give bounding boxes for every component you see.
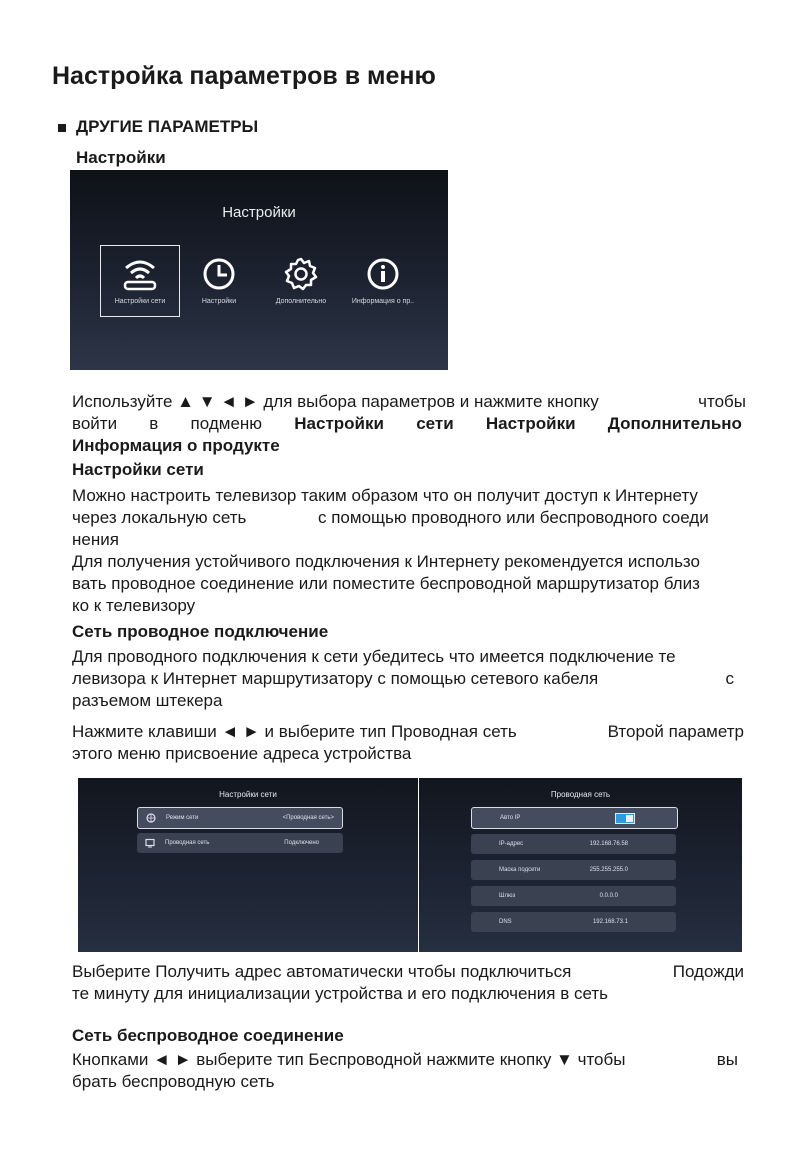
text: с помощью проводного или беспроводного соеди — [318, 508, 709, 527]
gear-icon — [283, 256, 319, 292]
tile-advanced — [262, 246, 340, 316]
row-value: <Проводная сеть> — [282, 815, 334, 821]
text: Кнопками ◄ ► выберите тип Беспроводной нажмите кнопку ▼ чтобы — [72, 1050, 626, 1069]
text: с — [725, 669, 734, 688]
wired-heading: Сеть проводное подключение — [72, 622, 329, 641]
tile-settings — [180, 246, 258, 316]
row-dns — [471, 912, 676, 932]
tile-label: Настройки — [201, 298, 237, 305]
screen-title: Настройки сети — [219, 790, 277, 799]
settings-menu-screenshot — [70, 170, 448, 370]
tile-label: Настройки сети — [114, 298, 166, 305]
tile-network-settings — [100, 245, 180, 317]
globe-icon — [146, 813, 156, 823]
tile-label: Дополнительно — [275, 298, 327, 305]
section-title: ДРУГИЕ ПАРАМЕТРЫ — [76, 117, 259, 136]
network-settings-screenshot — [78, 778, 418, 952]
text: Подожди — [672, 962, 744, 981]
text: Выберите Получить адрес автоматически чтобы подключиться — [72, 962, 572, 981]
p3-line3: разъемом штекера — [72, 691, 223, 710]
info-icon — [365, 256, 401, 292]
row-gateway — [471, 886, 676, 906]
row-value: 192.168.73.1 — [592, 919, 628, 925]
wireless-heading: Сеть беспроводное соединение — [72, 1026, 344, 1045]
screen-title: Проводная сеть — [550, 790, 611, 799]
text: войти — [72, 414, 118, 433]
bullet-square-icon — [58, 124, 66, 132]
p2-line1: Можно настроить телевизор таким образом что он получит доступ к Интернету — [72, 486, 698, 505]
text: сети — [416, 414, 454, 433]
row-label: Режим сети — [166, 815, 199, 821]
text: левизора к Интернет маршрутизатору с помощью сетевого кабеля — [72, 669, 599, 688]
text: через локальную сеть — [72, 508, 247, 527]
row-value: 192.168.76.58 — [589, 841, 628, 847]
p6-line2: брать беспроводную сеть — [72, 1072, 275, 1091]
row-label: IP-адрес — [499, 841, 524, 847]
text: вы — [716, 1050, 738, 1069]
p2-line6: ко к телевизору — [72, 596, 196, 615]
page-heading: Настройка параметров в меню — [52, 62, 436, 90]
row-value: 0.0.0.0 — [599, 893, 618, 899]
row-label: DNS — [499, 919, 512, 925]
text: Используйте ▲ ▼ ◄ ► для выбора параметров и нажмите кнопку — [72, 392, 599, 411]
row-auto-ip — [471, 807, 678, 829]
p3-line1: Для проводного подключения к сети убедитесь что имеется подключение те — [72, 647, 676, 666]
p5-line2: те минуту для инициализации устройства и его подключения в сеть — [72, 984, 609, 1003]
row-subnet-mask — [471, 860, 676, 880]
text: подменю — [190, 414, 263, 433]
text: Настройки — [485, 414, 576, 433]
row-ip-address — [471, 834, 676, 854]
p3-line2 — [72, 668, 734, 690]
p2-line4: Для получения устойчивого подключения к Интернету рекомендуется использо — [72, 552, 700, 571]
row-label: Проводная сеть — [165, 840, 210, 846]
p1-line1 — [72, 391, 746, 413]
monitor-icon — [145, 838, 155, 848]
row-label: Маска подсети — [499, 867, 541, 873]
p2-line2 — [72, 507, 746, 529]
text: Дополнительно — [607, 414, 742, 433]
p1-line3: Информация о продукте — [72, 436, 280, 455]
tile-label: Информация о пр.. — [351, 298, 415, 305]
auto-ip-toggle — [615, 813, 635, 824]
p2-line3: нения — [72, 530, 119, 549]
wifi-router-icon — [120, 256, 160, 292]
p2-line5: вать проводное соединение или поместите беспроводной маршрутизатор близ — [72, 574, 700, 593]
text: Настройки — [294, 414, 384, 433]
p6-line1 — [72, 1049, 738, 1071]
row-value: 255.255.255.0 — [589, 867, 628, 873]
row-value: Подключено — [284, 840, 319, 846]
text: чтобы — [698, 392, 746, 411]
row-network-mode — [137, 807, 343, 829]
tile-info — [344, 246, 422, 316]
row-wired-network — [137, 833, 343, 853]
text: Нажмите клавиши ◄ ► и выберите тип Проводная сеть — [72, 722, 517, 741]
settings-subheading: Настройки — [76, 148, 166, 167]
screen-title: Настройки — [222, 204, 296, 221]
row-label: Шлюз — [499, 893, 516, 899]
p4-line2: этого меню присвоение адреса устройства — [72, 744, 412, 763]
p1-line2 — [72, 413, 742, 435]
p4-line1 — [72, 721, 744, 743]
text: Проводная сеть — [286, 815, 331, 821]
text: Второй параметр — [607, 722, 744, 741]
row-label: Авто IP — [500, 815, 521, 821]
wired-network-screenshot — [419, 778, 742, 952]
network-settings-heading: Настройки сети — [72, 460, 204, 479]
p5-line1 — [72, 961, 744, 983]
text: в — [149, 414, 159, 433]
clock-icon — [201, 256, 237, 292]
